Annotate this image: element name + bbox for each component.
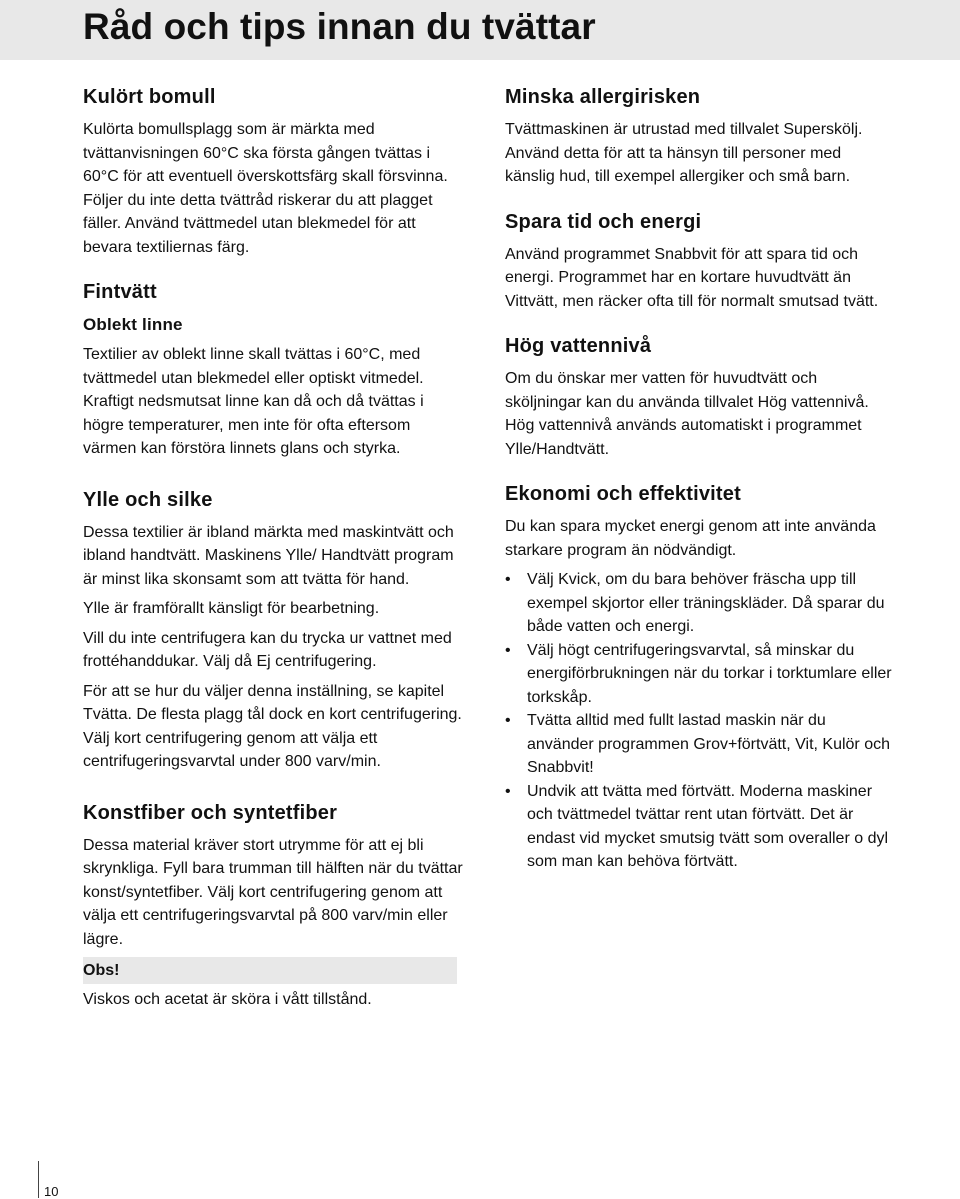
bullet-icon: •	[505, 571, 511, 588]
section-minska-allergirisken	[505, 84, 895, 189]
paragraph: Dessa textilier är ibland märkta med maskintvätt och ibland handtvätt. Maskinens Ylle/ Handtvätt program är minst lika skonsamt som att tvätta för hand.	[83, 523, 454, 588]
section-heading: Ylle och silke	[83, 488, 213, 511]
list-item	[505, 639, 895, 710]
list-item	[505, 709, 895, 780]
paragraph: Tvättmaskinen är utrustad med tillvalet Superskölj. Använd detta för att ta hänsyn till personer med känslig hud, till exempel allergiker och små barn.	[505, 121, 863, 185]
section-heading: Hög vattennivå	[505, 335, 652, 357]
bullet-icon: •	[505, 641, 511, 659]
paragraph: Ylle är framförallt känsligt för bearbetning.	[83, 600, 380, 617]
section-heading: Kulört bomull	[83, 86, 216, 108]
section-fintvatt	[83, 279, 463, 461]
section-hog-vattenniva	[505, 333, 895, 461]
paragraph: Om du önskar mer vatten för huvudtvätt och sköljningar kan du använda tillvalet Hög vattennivå. Hög vattennivå används automatiskt i programmet Ylle/Handtvätt.	[505, 370, 869, 458]
section-konstfiber	[83, 800, 463, 1012]
list-item	[505, 780, 895, 874]
section-heading: Konstfiber och syntetfiber	[83, 801, 338, 824]
paragraph: Vill du inte centrifugera kan du trycka ur vattnet med frottéhanddukar. Välj då Ej centrifugering.	[83, 629, 452, 670]
obs-text: Viskos och acetat är sköra i vått tillstånd.	[83, 991, 372, 1008]
section-ylle-och-silke	[83, 487, 463, 774]
right-column	[505, 84, 895, 874]
section-heading: Ekonomi och effektivitet	[505, 483, 741, 505]
paragraph: För att se hur du väljer denna inställning, se kapitel Tvätta. De flesta plagg tål dock en kort centrifugering. Välj kort centrifugering genom att välja ett centrifugeringsvarvtal under 800 varv/min.	[83, 682, 462, 770]
bullet-icon: •	[505, 712, 511, 729]
list-item-text: Välj högt centrifugeringsvarvtal, så minskar du energiförbrukningen när du torkar i torktumlare eller torkskåp.	[527, 641, 892, 706]
paragraph: Använd programmet Snabbvit för att spara tid och energi. Programmet har en kortare huvudtvätt än Vittvätt, men räcker ofta till för normalt smutsad tvätt.	[505, 245, 879, 310]
page-title: Råd och tips innan du tvättar	[83, 6, 596, 47]
left-column	[83, 84, 463, 1018]
obs-label: Obs!	[83, 961, 120, 979]
page-number: 10	[44, 1184, 59, 1199]
section-heading: Fintvätt	[83, 281, 157, 303]
section-heading: Spara tid och energi	[505, 210, 702, 233]
list-item-text: Undvik att tvätta med förtvätt. Moderna maskiner och tvättmedel tvättar rent utan förtvätt. Det är endast vid mycket smutsig tvätt som overaller o dyl som man kan behöva förtvätt.	[527, 782, 889, 870]
title-bar	[0, 0, 960, 60]
list-item-text: Tvätta alltid med fullt lastad maskin när du använder programmen Grov+förtvätt, Vit, Kulör och Snabbvit!	[527, 712, 890, 776]
paragraph: Kulörta bomullsplagg som är märkta med tvättanvisningen 60°C ska första gången tvättas i 60°C för att eventuell överskottsfärg skall försvinna. Följer du inte detta tvättråd riskerar du att plagget fäller. Använd tvättmedel utan blekmedel för att bevara textiliernas färg.	[83, 121, 448, 256]
section-spara-tid	[505, 209, 895, 314]
page-edge-rule	[38, 1161, 39, 1198]
paragraph: Du kan spara mycket energi genom att inte använda starkare program än nödvändigt.	[505, 518, 876, 559]
obs-bar	[83, 957, 457, 984]
section-ekonomi	[505, 481, 895, 874]
paragraph: Dessa material kräver stort utrymme för att ej bli skrynkliga. Fyll bara trumman till hälften när du tvättar konst/syntetfiber. Välj kort centrifugering genom att välja ett centrifugeringsvarvtal på 800 varv/min eller lägre.	[83, 836, 463, 948]
bullet-icon: •	[505, 782, 511, 800]
section-heading: Minska allergirisken	[505, 86, 701, 108]
bullet-list	[505, 568, 895, 874]
list-item-text: Välj Kvick, om du bara behöver fräscha upp till exempel skjortor eller träningskläder. Då sparar du både vatten och energi.	[527, 571, 885, 635]
list-item	[505, 568, 895, 639]
subsection-heading: Oblekt linne	[83, 315, 183, 334]
paragraph: Textilier av oblekt linne skall tvättas i 60°C, med tvättmedel utan blekmedel eller optiskt vitmedel. Kraftigt nedsmutsat linne kan då och då tvättas i högre temperaturer, men inte för ofta eftersom värmen kan förstöra linnets glans och styrka.	[83, 346, 424, 457]
section-kulort-bomull	[83, 84, 463, 259]
